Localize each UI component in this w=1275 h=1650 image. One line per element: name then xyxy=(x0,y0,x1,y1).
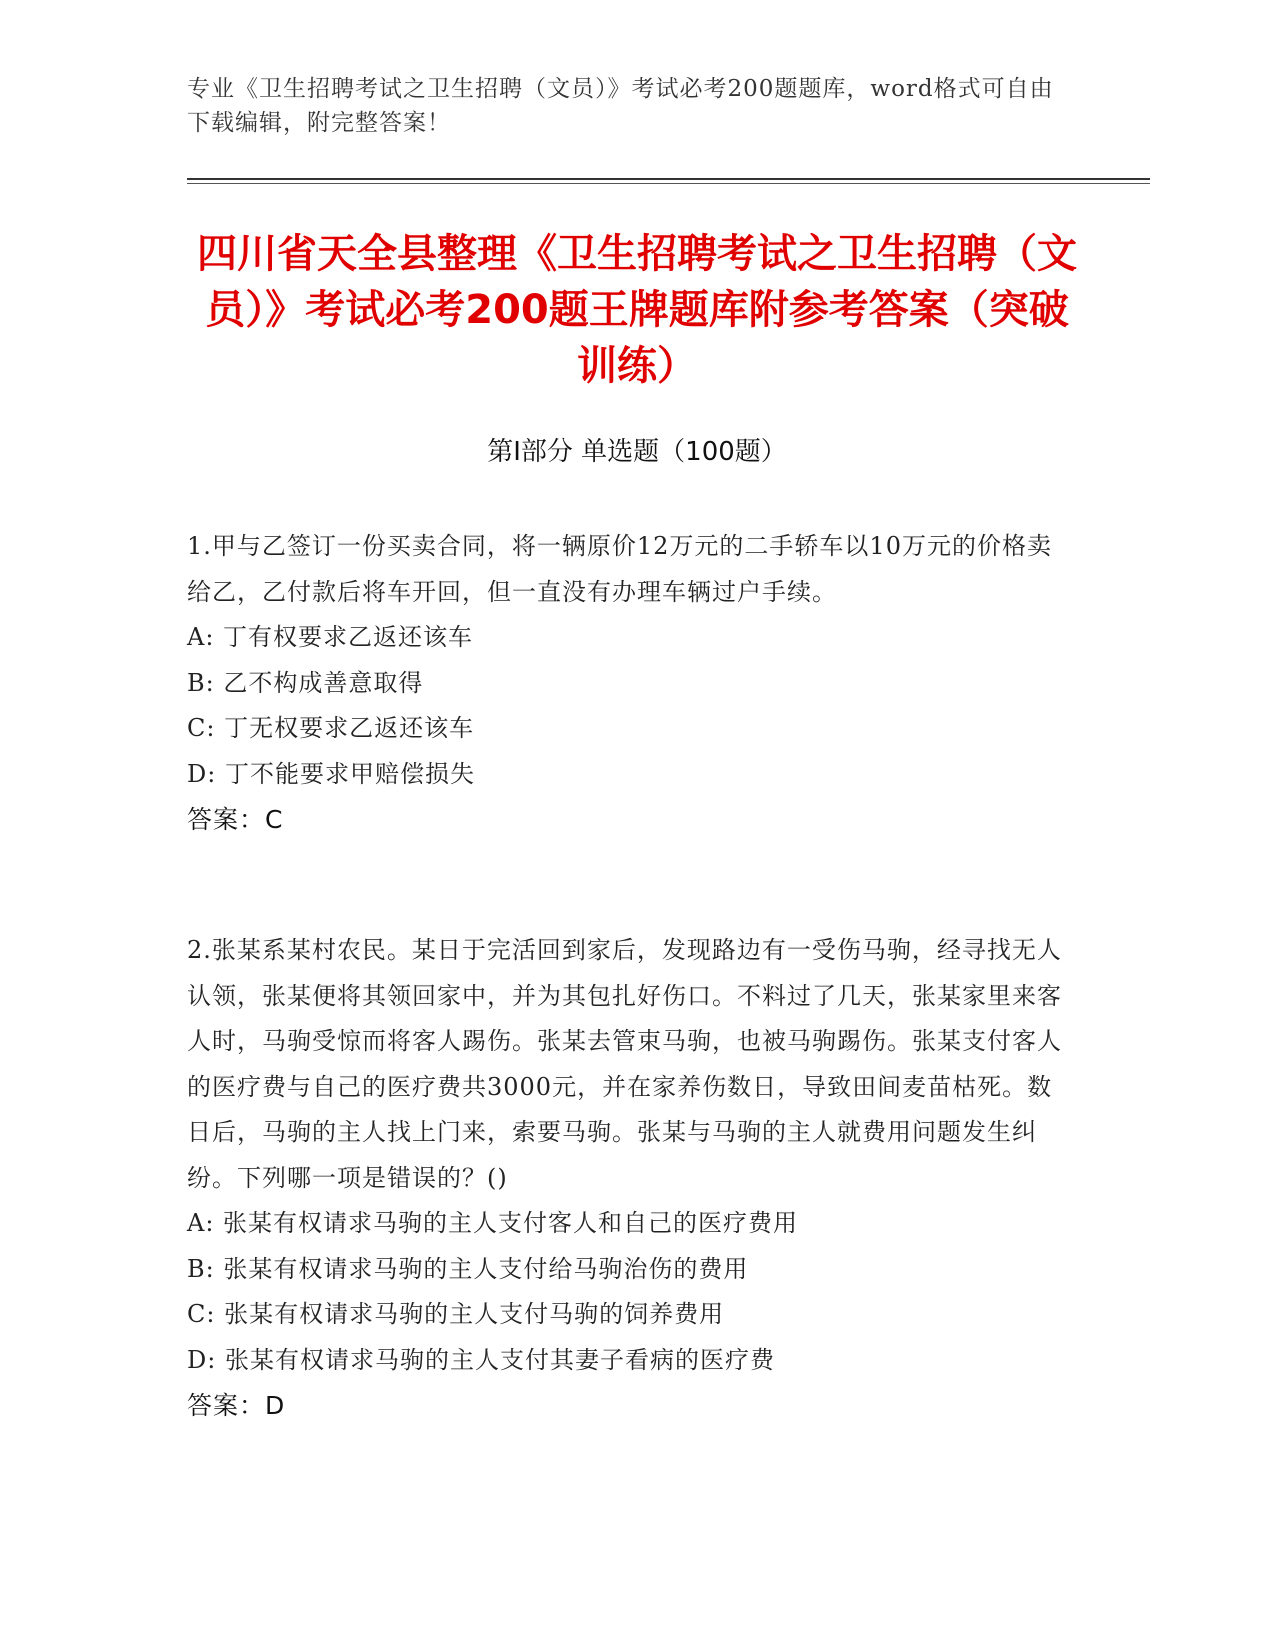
document-title: 四川省天全县整理《卫生招聘考试之卫生招聘（文员）》考试必考200题王牌题库附参考答案（突破训练） xyxy=(197,231,1077,389)
question-stem: 1.甲与乙签订一份买卖合同，将一辆原价12万元的二手轿车以10万元的价格卖给乙，乙付款后将车开回，但一直没有办理车辆过户手续。 xyxy=(187,532,1052,606)
question-2 xyxy=(187,928,1067,1429)
header-divider-thick xyxy=(187,178,1150,180)
answer-text: 答案：D xyxy=(187,1391,286,1420)
question-1 xyxy=(187,524,1067,843)
answer-text: 答案：C xyxy=(187,805,284,834)
option-b: B: 乙不构成善意取得 xyxy=(187,668,424,697)
option-d: D: 丁不能要求甲赔偿损失 xyxy=(187,759,475,788)
header-divider-thin xyxy=(187,183,1150,184)
option-a: A: 丁有权要求乙返还该车 xyxy=(187,623,474,651)
option-a: A: 张某有权请求马驹的主人支付客人和自己的医疗费用 xyxy=(187,1209,799,1237)
header-note: 专业《卫生招聘考试之卫生招聘（文员）》考试必考200题题库，word格式可自由下载编辑，附完整答案！ xyxy=(187,76,1054,136)
option-b: B: 张某有权请求马驹的主人支付给马驹治伤的费用 xyxy=(187,1254,749,1283)
section-heading: 第I部分 单选题（100题） xyxy=(487,437,787,467)
option-c: C: 张某有权请求马驹的主人支付马驹的饲养费用 xyxy=(187,1300,725,1328)
option-d: D: 张某有权请求马驹的主人支付其妻子看病的医疗费 xyxy=(187,1345,775,1374)
question-stem: 2.张某系某村农民。某日于完活回到家后，发现路边有一受伤马驹，经寻找无人认领，张某便将其领回家中，并为其包扎好伤口。不料过了几天，张某家里来客人时，马驹受惊而将客人踢伤。张某去管束马驹，也被马驹踢伤。张某支付客人的医疗费与自己的医疗费共3000元，并在家养伤数日，导致田间麦苗枯死。数日后，马驹的主人找上门来，索要马驹。张某与马驹的主人就费用问题发生纠纷。下列哪一项是错误的？() xyxy=(187,936,1062,1192)
option-c: C: 丁无权要求乙返还该车 xyxy=(187,714,475,742)
